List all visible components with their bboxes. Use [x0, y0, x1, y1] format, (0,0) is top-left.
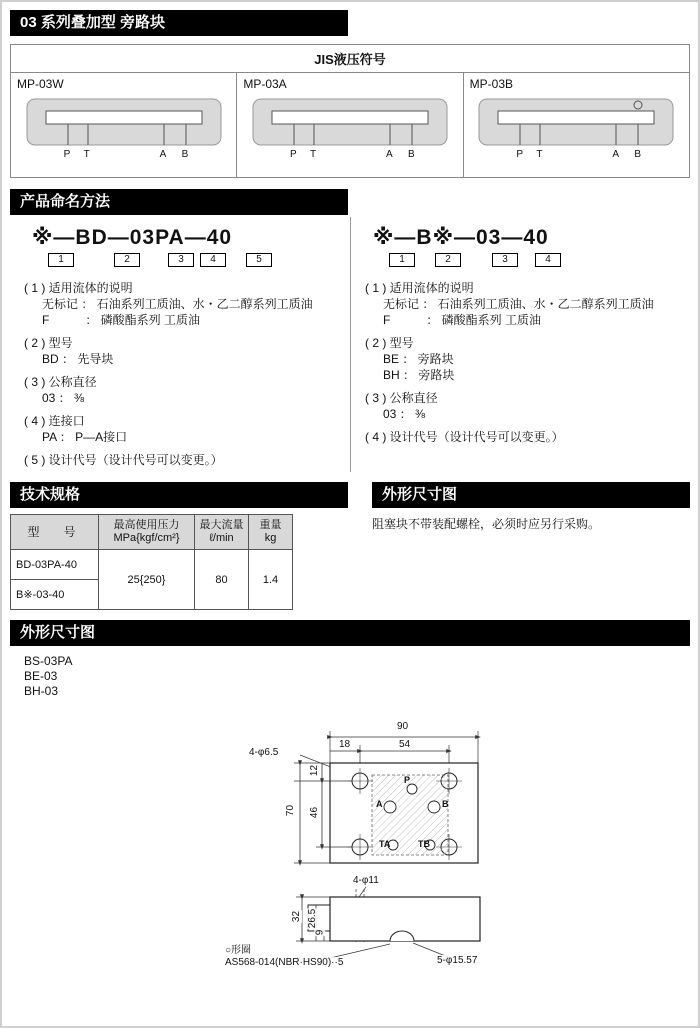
port-label-p: P — [516, 149, 523, 160]
dim-model-bs03pa: BS-03PA — [24, 654, 73, 668]
section-dimensions-title: 外形尺寸图 — [10, 620, 690, 646]
col-header-flow-line2: ℓ/min — [209, 532, 234, 544]
naming-item-label: ( 1 ) 适用流体的说明 — [24, 281, 133, 295]
naming-item — [24, 335, 342, 367]
dim-hole-offset: 18 — [339, 739, 351, 750]
naming-item — [24, 413, 342, 445]
port-label-b: B — [634, 149, 641, 160]
dim-top-offset: 12 — [309, 764, 321, 777]
jis-symbol-mp03w — [11, 73, 236, 177]
port-label-b: B — [442, 799, 449, 809]
col-header-weight — [249, 515, 293, 550]
hydraulic-symbol-graphic — [250, 95, 450, 167]
code-box-3: 3 — [168, 253, 194, 267]
oring-name-label: ○形圈 — [225, 945, 252, 956]
dim-side-lip: 9 — [314, 929, 326, 936]
naming-item-label: ( 2 ) 型号 — [24, 336, 73, 350]
dim-model-be03: BE-03 — [24, 669, 58, 683]
outline-note: 阻塞块不带装配螺栓，必须时应另行采购。 — [372, 517, 601, 531]
col-header-weight-line1: 重量 — [259, 519, 282, 531]
oring-spec-label: AS568-014(NBR·HS90)··5 — [225, 957, 344, 968]
naming-item — [24, 280, 342, 328]
naming-item-line: PA ： P—A接口 — [42, 430, 128, 444]
naming-item — [365, 390, 682, 422]
dim-model-bh03: BH-03 — [24, 684, 59, 698]
section-header-row — [10, 482, 690, 508]
code-box-3: 3 — [492, 253, 518, 267]
jis-symbol-mp03a — [236, 73, 462, 177]
table-row — [11, 550, 293, 580]
code-box-4: 4 — [200, 253, 226, 267]
col-header-flow — [195, 515, 249, 550]
model-cell-bd03pa40: BD-03PA-40 — [11, 550, 99, 580]
naming-item — [24, 374, 342, 406]
section-outline-title: 外形尺寸图 — [372, 482, 690, 508]
naming-columns — [10, 217, 690, 472]
naming-column-bd — [10, 217, 350, 472]
weight-value: 1.4 — [249, 550, 293, 610]
naming-item-label: ( 4 ) 连接口 — [24, 414, 85, 428]
dim-bottom-ports: 5-φ15.57 — [437, 955, 478, 966]
dimension-drawing-lines — [10, 701, 692, 1028]
naming-item — [365, 280, 682, 328]
symbol-model-label: MP-03W — [17, 77, 64, 91]
naming-item — [365, 429, 682, 445]
naming-item-line: F ： 磷酸酯系列 工质油 — [383, 313, 541, 327]
naming-item-line: 03 ： ⅜ — [42, 391, 85, 405]
hydraulic-symbol-drawing — [250, 95, 450, 167]
outline-note-area — [372, 514, 690, 610]
hydraulic-symbol-drawing — [24, 95, 224, 167]
model-code-boxes-right — [365, 253, 682, 273]
port-label-b: B — [407, 149, 415, 160]
port-label-ta: TA — [379, 839, 391, 849]
naming-item-label: ( 3 ) 公称直径 — [24, 375, 97, 389]
dim-side-holes: 4-φ11 — [353, 875, 379, 886]
port-label-p: P — [63, 149, 71, 160]
port-label-p: P — [404, 775, 411, 785]
port-label-a: A — [376, 799, 383, 809]
hydraulic-symbol-graphic — [24, 95, 224, 167]
naming-item-label: ( 4 ) 设计代号（设计代号可以变更。） — [365, 430, 564, 444]
specs-content-row — [10, 514, 690, 610]
pressure-value: 25{250} — [99, 550, 195, 610]
jis-symbol-columns — [11, 73, 689, 177]
port-label-a: A — [612, 149, 619, 160]
col-header-model: 型 号 — [11, 515, 99, 550]
dim-side-step: 26.5 — [307, 908, 319, 929]
port-label-p: P — [289, 149, 297, 160]
dim-overall-width: 90 — [397, 721, 409, 732]
specs-table — [10, 514, 293, 610]
page-title: 03 系列叠加型 旁路块 — [10, 10, 348, 36]
section-specs-title: 技术规格 — [10, 482, 348, 508]
naming-item-line: BD ： 先导块 — [42, 352, 114, 366]
model-cell-b0340: B※-03-40 — [11, 580, 99, 610]
naming-item-line: 无标记 ： 石油系列工质油、水・乙二醇系列工质油 — [383, 297, 654, 311]
port-label-a: A — [385, 149, 393, 160]
col-header-flow-line1: 最大流量 — [199, 519, 244, 531]
port-label-a: A — [159, 149, 167, 160]
port-label-t: T — [83, 149, 90, 160]
specs-table-header-row — [11, 515, 293, 550]
col-header-weight-line2: kg — [264, 532, 277, 544]
naming-item-line: 无标记 ： 石油系列工质油、水・乙二醇系列工质油 — [42, 297, 313, 311]
naming-column-b — [350, 217, 690, 472]
code-box-1: 1 — [48, 253, 74, 267]
naming-item-line: 03 ： ⅜ — [383, 407, 426, 421]
naming-item-label: ( 2 ) 型号 — [365, 336, 414, 350]
dim-hole-spacing: 54 — [399, 739, 411, 750]
jis-symbol-panel — [10, 44, 690, 178]
port-label-t: T — [536, 149, 543, 160]
model-code-left: ※—BD—03PA—40 — [32, 226, 233, 249]
dimension-drawing — [10, 701, 692, 1028]
naming-item — [365, 335, 682, 383]
dim-hole-vert-spacing: 46 — [309, 806, 321, 819]
symbol-model-label: MP-03A — [243, 77, 287, 91]
naming-item-label: ( 3 ) 公称直径 — [365, 391, 438, 405]
naming-item — [24, 452, 342, 468]
symbol-model-label: MP-03B — [469, 77, 514, 91]
code-box-4: 4 — [535, 253, 561, 267]
naming-item-line: BE ： 旁路块 — [383, 352, 454, 366]
hydraulic-symbol-drawing — [476, 95, 676, 167]
section-naming-title: 产品命名方法 — [10, 189, 348, 215]
naming-item-line: F ： 磷酸酯系列 工质油 — [42, 313, 200, 327]
col-header-pressure-line1: 最高使用压力 — [113, 519, 180, 531]
code-box-1: 1 — [389, 253, 415, 267]
port-label-t: T — [309, 149, 317, 160]
flow-value: 80 — [195, 550, 249, 610]
dim-mount-holes: 4-φ6.5 — [249, 747, 279, 758]
port-label-b: B — [181, 149, 189, 160]
dim-overall-height: 70 — [285, 804, 297, 817]
naming-item-label: ( 5 ) 设计代号（设计代号可以变更。） — [24, 453, 223, 467]
code-box-2: 2 — [114, 253, 140, 267]
jis-symbol-mp03b — [463, 73, 689, 177]
hydraulic-symbol-graphic — [476, 95, 676, 167]
model-code-boxes-left — [24, 253, 342, 273]
code-box-2: 2 — [435, 253, 461, 267]
col-header-pressure — [99, 515, 195, 550]
code-box-5: 5 — [246, 253, 272, 267]
jis-panel-title: JIS液压符号 — [11, 45, 689, 73]
naming-item-line: BH ： 旁路块 — [383, 368, 455, 382]
dim-side-height: 32 — [291, 910, 303, 923]
port-label-tb: TB — [418, 839, 430, 849]
col-header-pressure-line2: MPa{kgf/cm²} — [113, 532, 180, 544]
dimension-model-list — [24, 654, 690, 699]
naming-item-label: ( 1 ) 适用流体的说明 — [365, 281, 474, 295]
specs-table-area — [10, 514, 348, 610]
model-code-right: ※—B※—03—40 — [373, 226, 549, 249]
